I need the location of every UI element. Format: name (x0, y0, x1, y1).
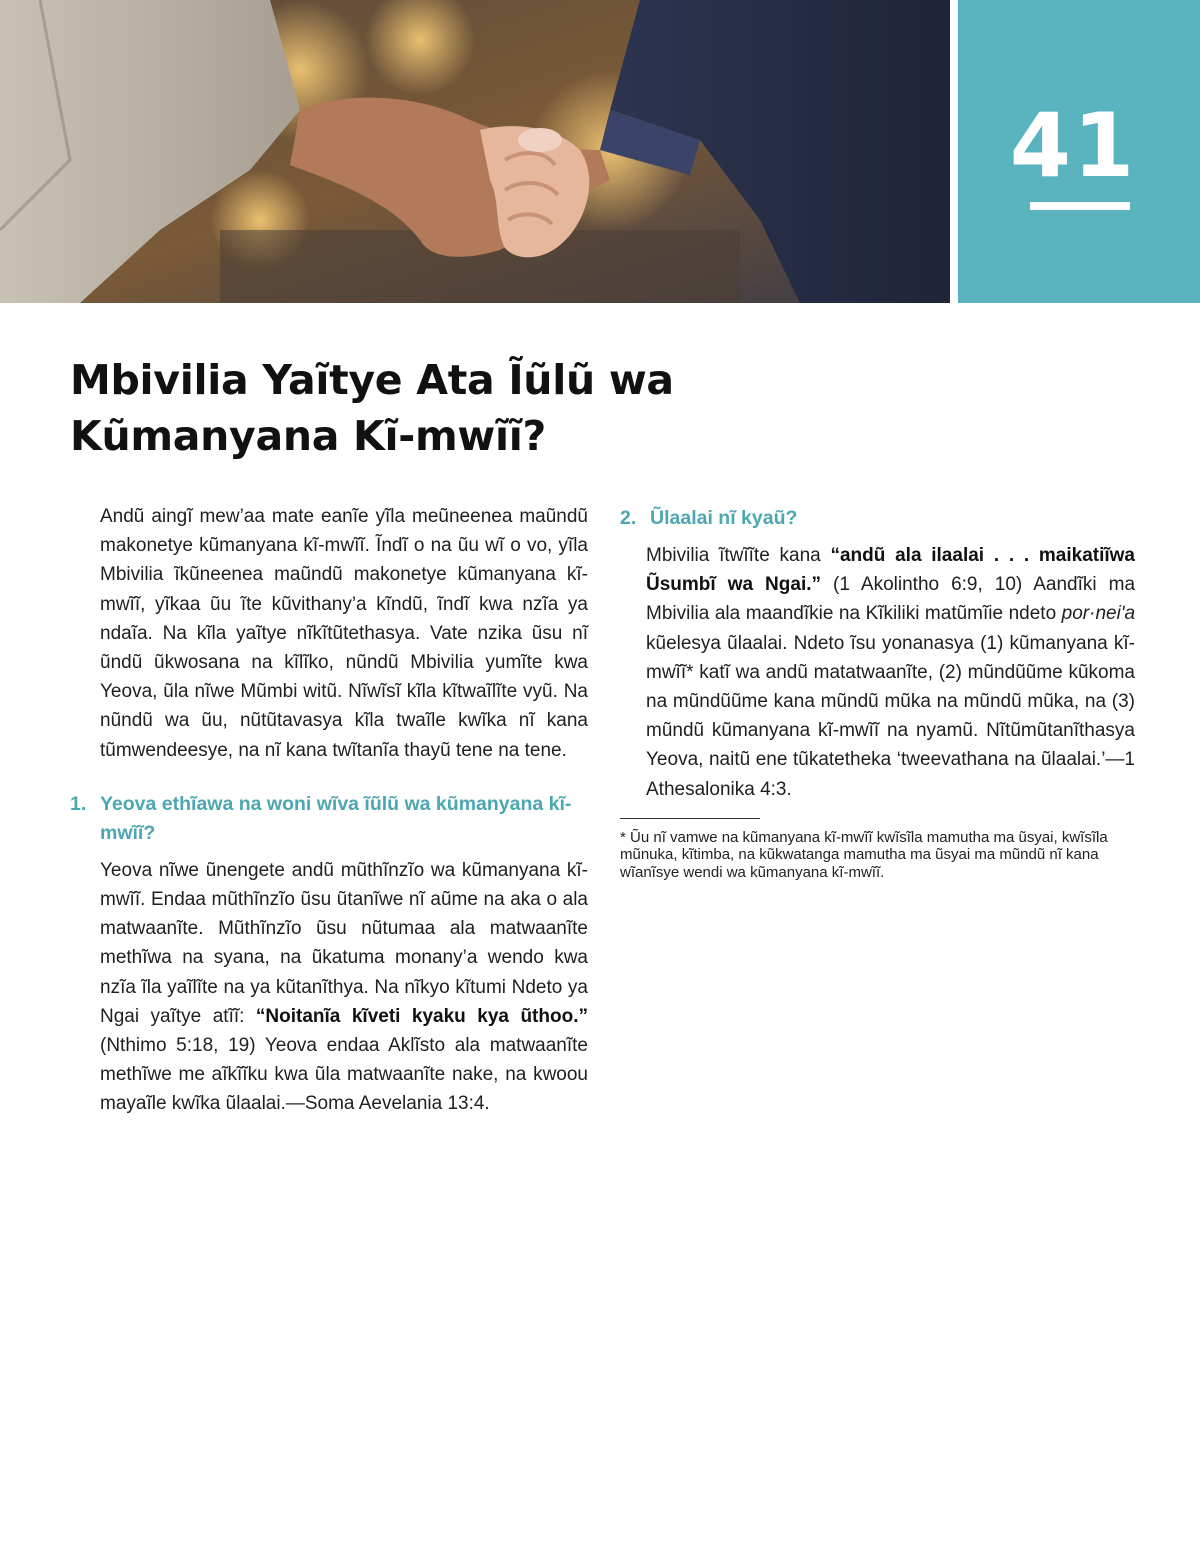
footnote-text: * Ũu nĩ vamwe na kũmanyana kĩ-mwĩĩ kwĩsĩla mamutha ma ũsyai, kwĩsĩla mũnuka, kĩtimba, na kũkwatanga mamutha ma ũsyai ma mũndũ nĩ kana wĩanĩsye wendi wa kũmanyana kĩ-mwĩĩ. (620, 828, 1108, 882)
answer-2-paragraph (620, 541, 1135, 804)
question-2-number: 2. (620, 507, 637, 529)
page-title (70, 352, 830, 464)
answer-2-mid: (1 Akolintho 6:9, 10) Aandĩki ma Mbivilia ala maandĩkie na Kĩkiliki matũmĩie ndeto (646, 574, 1136, 625)
page-title-line1: Mbivilia Yaĩtye Ata Ĩũlũ wa (70, 356, 674, 404)
left-column (70, 502, 588, 1119)
answer-1-start: Yeova nĩwe ũnengete andũ mũthĩnzĩo wa kũmanyana kĩ-mwĩĩ. Endaa mũthĩnzĩo ũsu ũtanĩwe nĩ aũme na aka o ala matwaanĩte. Mũthĩnzĩo ũsu nũtumaa ala matwaanĩte methĩwa na syana, na ũkatuma monany’a wendo kwa nzĩa ĩla yaĩlĩte na ya kũtanĩthya. Na nĩkyo kĩtumi Ndeto ya Ngai yaĩtye atĩĩ: (100, 859, 588, 1027)
hero-photo-holding-hands (0, 0, 950, 303)
lesson-number-underline (1030, 202, 1130, 210)
question-1-text: Yeova ethĩawa na woni wĩva ĩũlũ wa kũmanyana kĩ-mwĩĩ? (100, 792, 572, 844)
answer-1-end: (Nthimo 5:18, 19) Yeova endaa Aklĩsto ala matwaanĩte methĩwe me aĩkĩĩku kwa ũla matwaanĩte nake, na kwoou mayaĩle kwĩka ũlaalai.—Soma Aevelania 13:4. (100, 1035, 588, 1115)
footnote-marker[interactable]: * (686, 661, 694, 683)
answer-2-end: katĩ wa andũ matatwaanĩte, (2) mũndũũme kũkoma na mũndũũme kana mũndũ mũka na mũndũ mũka, na (3) mũndũ kũmanyana kĩ-mwĩĩ na nyamũ. Nĩtũmũtanĩthasya Yeova, naitũ ene tũkatetheka ‘tweevathana na ũlaalai.’—1 Athesalonika 4:3. (646, 661, 1135, 800)
question-1-heading (70, 790, 588, 848)
answer-2-mid2: kũelesya ũlaalai. Ndeto ĩsu yonanasya (1) kũmanyana kĩ-mwĩĩ (646, 632, 1135, 683)
question-2-text: Ũlaalai nĩ kyaũ? (650, 507, 798, 529)
intro-paragraph: Andũ aingĩ mew’aa mate eanĩe yĩla meũneenea maũndũ makonetye kũmanyana kĩ-mwĩĩ. Ĩndĩ o na ũu wĩ o vo, yĩla Mbivilia ĩkũneenea maũndũ makonetye kũmanyana kĩ-mwĩĩ, yĩkaa ũu ĩte kũvithany’a kĩndũ, ĩndĩ kwa nzĩa ya ndaĩa. Na kĩla yaĩtye nĩkĩtũtethasya. Vate nzika ũsu nĩ ũndũ ũkwosana na kĩlĩko, nũndũ Mbivilia yumĩte kwa Yeova, ũla nĩwe Mũmbi witũ. Nĩwĩsĩ kĩla kĩtwaĩlĩte vyũ. Na nũndũ wa ũu, nũtũtavasya kĩla twaĩle kwĩka nĩ kana tũmwendeesye, na nĩ kana twĩtanĩa thayũ tene na tene. (100, 506, 588, 761)
footnote-divider (620, 818, 760, 819)
question-2-heading (620, 504, 1135, 533)
page-title-line2: Kũmanyana Kĩ-mwĩĩ? (70, 412, 546, 460)
right-column (620, 502, 1135, 882)
question-1-number: 1. (70, 792, 87, 815)
lesson-number-block (958, 0, 1200, 303)
answer-1-quote: “Noitanĩa kĩveti kyaku kya ũthoo.” (255, 1005, 588, 1027)
answer-2-greek-term: por·neiʹa (1061, 603, 1136, 625)
answer-2-quote: “andũ ala ilaalai . . . maikatiĩwa Ũsumbĩ wa Ngai.” (646, 545, 1135, 596)
lesson-number: 41 (1009, 94, 1137, 197)
answer-2-start: Mbivilia ĩtwĩĩte kana (646, 545, 821, 566)
answer-1-paragraph (70, 856, 588, 1119)
